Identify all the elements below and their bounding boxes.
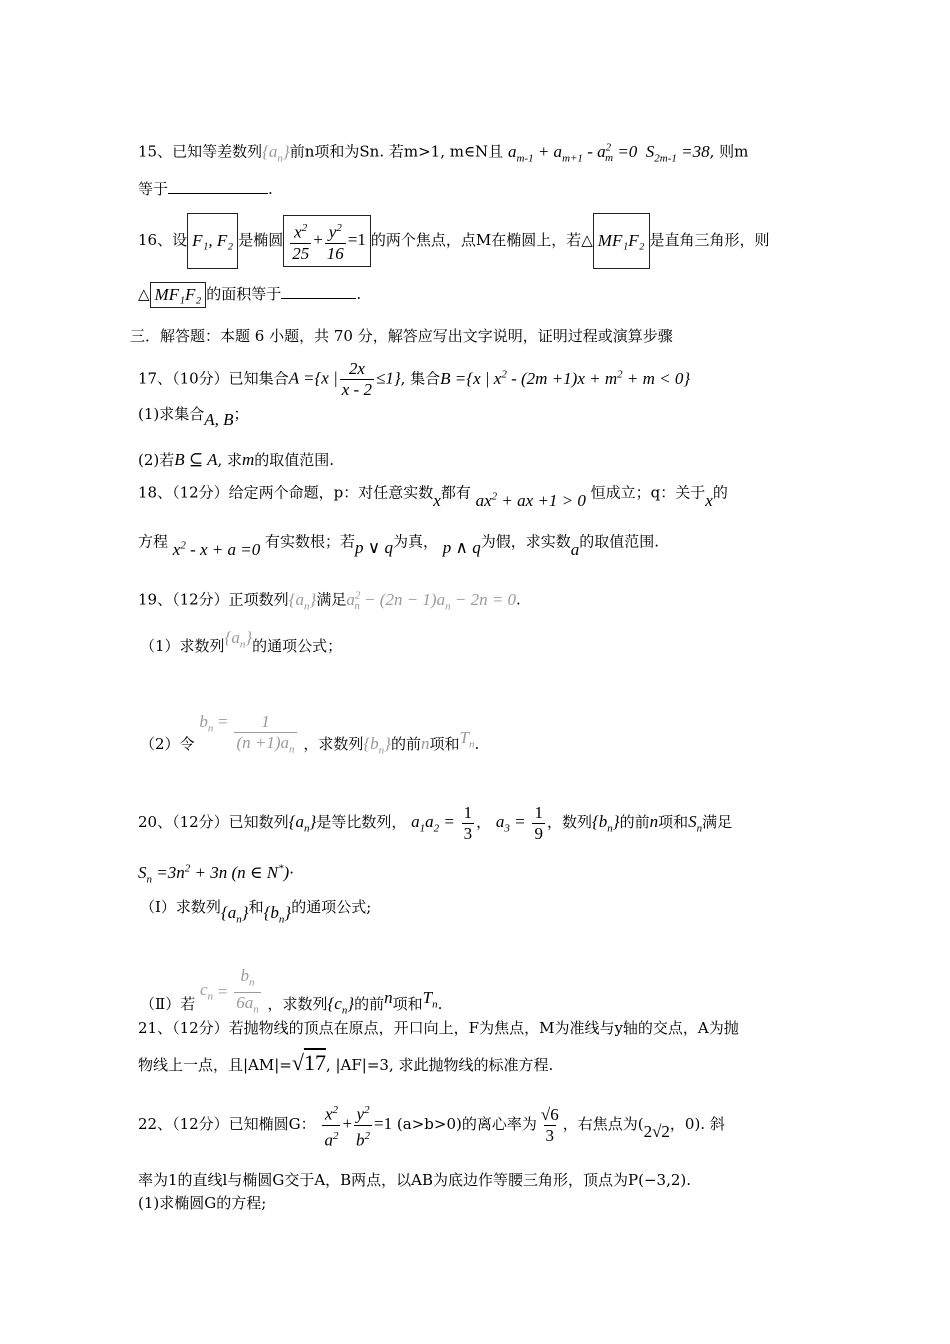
q21-line1: 21、（12分）若抛物线的顶点在原点，开口向上，F为焦点，M为准线与y轴的交点，A为抛 bbox=[138, 1019, 739, 1037]
q20-line1: 20、（12分）已知数列$\{a_n\}$是等比数列， $a_1a_2$ = $\frac{1}{3}$ ， $a_3$ = $\frac{1}{9}$ ，数列$\{b_n\}$的前n项和$S_n$满足 bbox=[138, 802, 733, 843]
answer-blank[interactable] bbox=[168, 177, 268, 194]
q22-line1: 22、（12分）已知椭圆G： $\frac{x^2}{a^2}$ + $\frac{y^2}{b^2}$ =1 (a>b>0)的离心率为 $\frac{√6}{3}$ ，右焦点为(2√2，0). 斜 bbox=[138, 1104, 725, 1150]
triangle-box: MF₁F₂ bbox=[593, 213, 650, 269]
triangle-box-2: MF₁F₂ bbox=[150, 282, 207, 308]
seq-an: $\{a_n\}$ bbox=[262, 141, 290, 165]
q15-line2: 等于 . bbox=[138, 177, 273, 199]
q22-part1: (1)求椭圆G的方程; bbox=[138, 1194, 267, 1212]
q15-line1: 15、已知等差数列$\{a_n\}$前n项和为Sn. 若m>1, m∈N且 $a_{m-1} + a_{m+1} - a^2_m =0$ $S_{2m-1} =38$, 则m bbox=[138, 141, 749, 165]
q20-line2: $S_n =3n^2 + 3n$ (n ∈ N*)· bbox=[138, 862, 294, 886]
q19-part2: （2）令 $b_n$ = $\frac{1}{(n +1)a_n}$ ，求数列$\{b_n\}$的前n项和$T_n$. bbox=[140, 734, 479, 781]
q17-line1: 17、（10分）已知集合A ={x | $\frac{2x}{x - 2}$ ≤1}, 集合B ={x | $x^2 - (2m +1)x + m^2 + m < 0$} bbox=[138, 359, 691, 400]
q16-line1: 16、设 F₁, F₂ 是椭圆 $\frac{x^2}{25}$ + $\frac{y^2}{16}$ =1 的两个焦点，点M在椭圆上，若△ MF₁F₂ 是直角三角形，则 bbox=[138, 213, 770, 269]
q19-line1: 19、（12分）正项数列$\{a_n\}$满足$a^2_n - (2n - 1)a_n - 2n = 0$. bbox=[138, 589, 521, 613]
q20-part2: （Ⅱ）若 $c_n$ = $\frac{b_n}{6a_n}$ ，求数列$\{c_n\}$的前n项和$T_n$. bbox=[140, 978, 442, 1032]
q19-part1: （1）求数列$\{a_n\}$的通项公式； bbox=[140, 628, 343, 655]
q22-line2: 率为1的直线l与椭圆G交于A，B两点，以AB为底边作等腰三角形，顶点为P(−3,2). bbox=[138, 1171, 692, 1189]
answer-blank[interactable] bbox=[281, 282, 356, 299]
q17-part1: (1)求集合A, B； bbox=[138, 405, 249, 429]
q20-part1: （Ⅰ）求数列$\{a_n\}$和$\{b_n\}$的通项公式; bbox=[140, 898, 372, 926]
ellipse-equation-box: $\frac{x^2}{25}$ + $\frac{y^2}{16}$ =1 bbox=[283, 215, 371, 267]
foci-box: F₁, F₂ bbox=[187, 213, 238, 269]
q16-line2: △ MF₁F₂ 的面积等于 . bbox=[138, 282, 361, 308]
q18-line1: 18、（12分）给定两个命题，p：对任意实数x都有 $ax^2$ + ax +1 > 0 恒成立；q：关于x的 bbox=[138, 483, 728, 510]
q15-equation: $a_{m-1} + a_{m+1} - a^2_m =0$ $S_{2m-1} =38$ bbox=[507, 141, 710, 165]
section-3-heading: 三．解答题：本题 6 小题，共 70 分，解答应写出文字说明，证明过程或演算步骤 bbox=[130, 327, 673, 345]
q21-line2: 物线上一点，且|AM|=√17, |AF|=3, 求此抛物线的标准方程. bbox=[138, 1050, 554, 1075]
q18-line2: 方程 $x^2 - x + a =0$ 有实数根；若p ∨ q为真， p ∧ q为假，求实数a的取值范围. bbox=[138, 532, 660, 559]
q17-part2: (2)若B ⊆ A, 求m的取值范围. bbox=[138, 450, 335, 469]
